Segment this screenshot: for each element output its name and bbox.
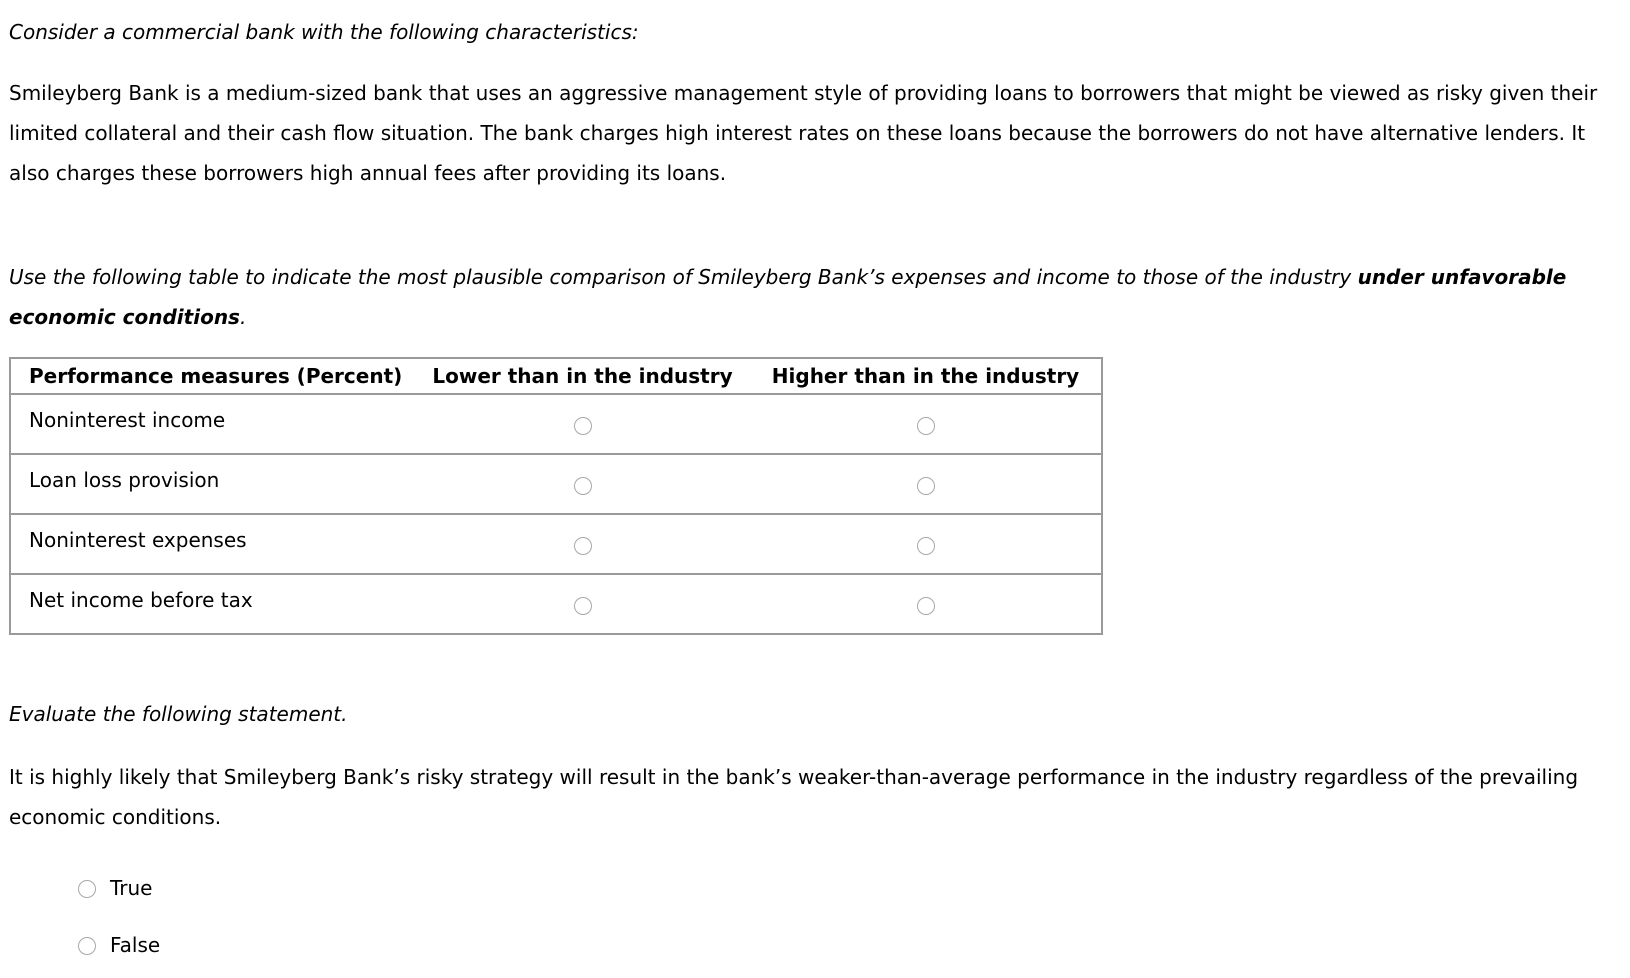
lower-cell: [415, 514, 750, 574]
radio-false[interactable]: [78, 937, 96, 955]
higher-cell: [750, 514, 1102, 574]
radio-net-income-lower[interactable]: [574, 597, 592, 615]
instruction-end: .: [239, 305, 247, 329]
option-true[interactable]: [78, 868, 152, 908]
option-true-label[interactable]: True: [110, 876, 153, 900]
lower-cell: [415, 394, 750, 454]
radio-noninterest-expenses-higher[interactable]: [917, 537, 935, 555]
row-label: [10, 574, 415, 634]
table-header-row: [10, 358, 1102, 394]
row-label: [10, 514, 415, 574]
scenario-text: Smileyberg Bank is a medium-sized bank that uses an aggressive management style of providing loans to borrowers that might be viewed as risky given their limited collateral and their cash flow situation. The bank charges high interest rates on these loans because the borrowers do not have alternative lenders. It also charges these borrowers high annual fees after providing its loans.: [9, 81, 1598, 185]
row-label-text: Noninterest income: [29, 408, 226, 432]
header-higher: Higher than in the industry: [771, 364, 1080, 388]
row-label: [10, 454, 415, 514]
higher-cell: [750, 394, 1102, 454]
row-label-text: Net income before tax: [29, 588, 253, 612]
higher-cell: [750, 454, 1102, 514]
option-false-label[interactable]: False: [110, 933, 161, 957]
radio-noninterest-income-higher[interactable]: [917, 417, 935, 435]
table-row: [10, 454, 1102, 514]
row-label-text: Loan loss provision: [29, 468, 220, 492]
option-false[interactable]: [78, 925, 160, 965]
table-row: [10, 514, 1102, 574]
table-row: [10, 394, 1102, 454]
evaluate-prompt: Evaluate the following statement.: [9, 702, 348, 726]
performance-table: [9, 357, 1103, 635]
row-label: [10, 394, 415, 454]
radio-noninterest-income-lower[interactable]: [574, 417, 592, 435]
higher-cell: [750, 574, 1102, 634]
header-lower: Lower than in the industry: [432, 364, 733, 388]
instruction-text: [9, 257, 1609, 337]
instruction-emphasis: under unfavorable economic conditions: [9, 265, 1567, 329]
lower-cell: [415, 454, 750, 514]
intro-text: Consider a commercial bank with the following characteristics:: [9, 20, 639, 44]
radio-loan-loss-provision-lower[interactable]: [574, 477, 592, 495]
radio-net-income-higher[interactable]: [917, 597, 935, 615]
lower-cell: [415, 574, 750, 634]
instruction-body: Use the following table to indicate the most plausible comparison of Smileyberg Bank’s expenses and income to those of the industry: [9, 265, 1358, 289]
statement-text: It is highly likely that Smileyberg Bank’s risky strategy will result in the bank’s weaker-than-average performance in the industry regardless of the prevailing economic conditions.: [9, 765, 1579, 829]
radio-loan-loss-provision-higher[interactable]: [917, 477, 935, 495]
row-label-text: Noninterest expenses: [29, 528, 247, 552]
radio-noninterest-expenses-lower[interactable]: [574, 537, 592, 555]
header-measures: Performance measures (Percent): [29, 364, 403, 388]
radio-true[interactable]: [78, 880, 96, 898]
table-row: [10, 574, 1102, 634]
